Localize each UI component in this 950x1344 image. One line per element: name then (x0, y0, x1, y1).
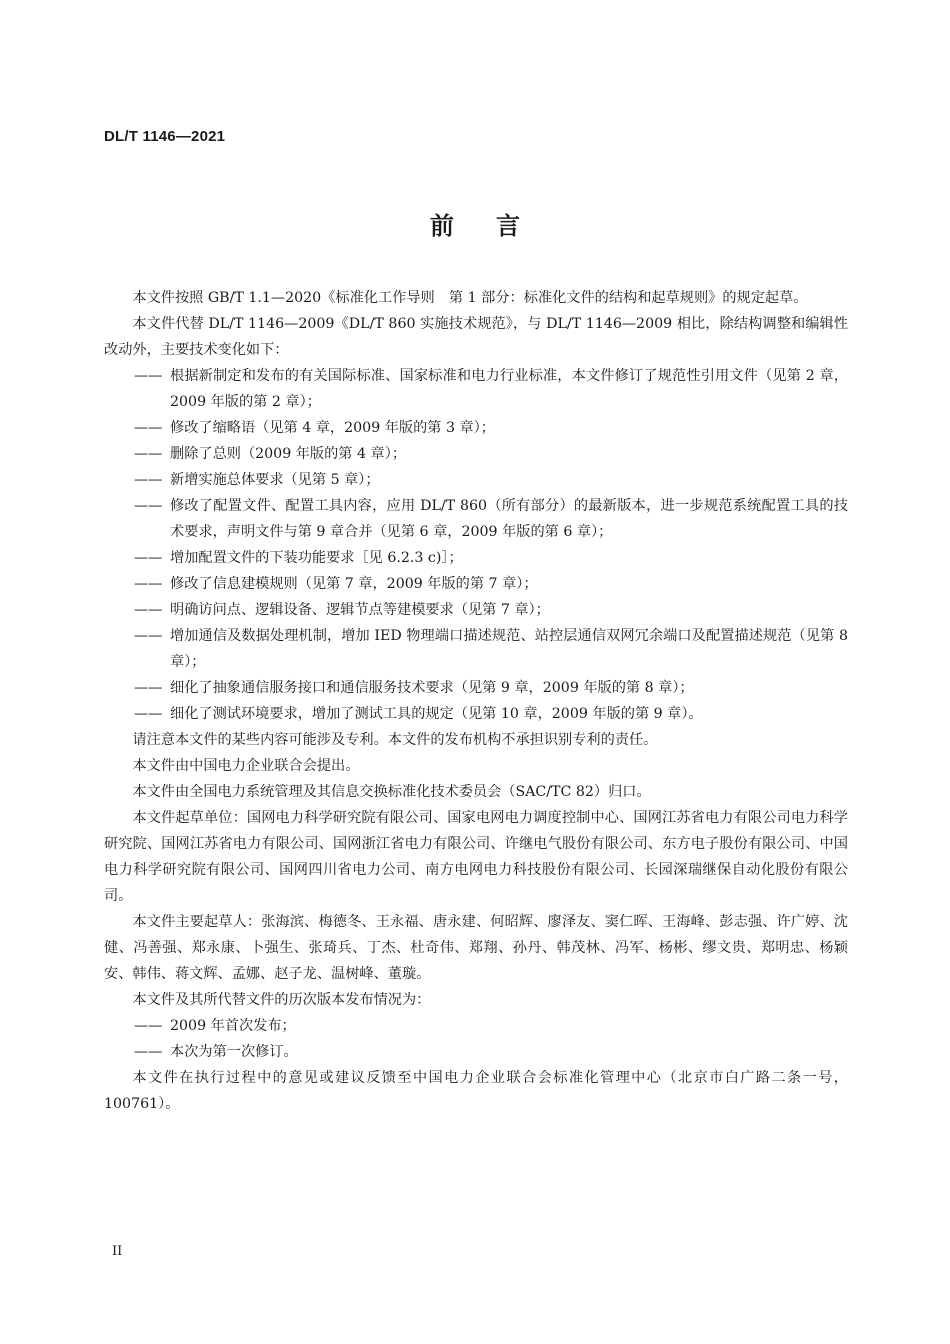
dash-mark: —— (134, 680, 163, 696)
dash-mark: —— (134, 576, 163, 592)
dash-mark: —— (134, 602, 163, 618)
change-item: —— 增加配置文件的下装功能要求［见 6.2.3 c)］； (104, 545, 848, 571)
paragraph-version-history: 本文件及其所代替文件的历次版本发布情况为： (132, 992, 431, 1008)
foreword-body (104, 285, 848, 1117)
paragraph-patent-notice: 请注意本文件的某些内容可能涉及专利。本文件的发布机构不承担识别专利的责任。 (132, 732, 658, 748)
change-item: —— 删除了总则（2009 年版的第 4 章）； (104, 441, 848, 467)
dash-mark: —— (134, 368, 163, 384)
paragraph-drafting-units: 本文件起草单位：国网电力科学研究院有限公司、国家电网电力调度控制中心、国网江苏省电力有限公司电力科学研究院、国网江苏省电力有限公司、国网浙江省电力有限公司、许继电气股份有限公司、东方电子股份有限公司、中国电力科学研究院有限公司、国网四川省电力公司、南方电网电力科技股份有限公司、长园深瑞继保自动化股份有限公司。 (104, 810, 848, 904)
change-item: —— 细化了抽象通信服务接口和通信服务技术要求（见第 9 章，2009 年版的第 8 章）； (104, 675, 848, 701)
dash-mark: —— (134, 498, 163, 514)
dash-mark: —— (134, 420, 163, 436)
dash-mark: —— (134, 628, 163, 644)
change-item: —— 修改了信息建模规则（见第 7 章，2009 年版的第 7 章）； (104, 571, 848, 597)
change-item: —— 细化了测试环境要求，增加了测试工具的规定（见第 10 章，2009 年版的第 9 章）。 (104, 701, 848, 727)
paragraph-technical-committee: 本文件由全国电力系统管理及其信息交换标准化技术委员会（SAC/TC 82）归口。 (132, 784, 651, 800)
dash-mark: —— (134, 472, 163, 488)
history-item: —— 2009 年首次发布； (104, 1013, 848, 1039)
dash-mark: —— (134, 1018, 163, 1034)
change-item: —— 明确访问点、逻辑设备、逻辑节点等建模要求（见第 7 章）； (104, 597, 848, 623)
dash-mark: —— (134, 706, 163, 722)
change-item: —— 修改了缩略语（见第 4 章，2009 年版的第 3 章）； (104, 415, 848, 441)
dash-mark: —— (134, 550, 163, 566)
paragraph-replacement: 本文件代替 DL/T 1146—2009《DL/T 860 实施技术规范》，与 DL/T 1146—2009 相比，除结构调整和编辑性改动外，主要技术变化如下： (104, 316, 848, 358)
document-code: DL/T 1146—2021 (104, 128, 226, 145)
dash-mark: —— (134, 446, 163, 462)
page-title: 前言 (430, 212, 562, 240)
dash-mark: —— (134, 1044, 163, 1060)
change-item: —— 根据新制定和发布的有关国际标准、国家标准和电力行业标准，本文件修订了规范性引用文件（见第 2 章，2009 年版的第 2 章）； (104, 363, 848, 415)
paragraph-proposer: 本文件由中国电力企业联合会提出。 (132, 758, 360, 774)
paragraph-feedback: 本文件在执行过程中的意见或建议反馈至中国电力企业联合会标准化管理中心（北京市白广路二条一号，100761）。 (104, 1070, 848, 1112)
change-item: —— 增加通信及数据处理机制，增加 IED 物理端口描述规范、站控层通信双网冗余端口及配置描述规范（见第 8 章）； (104, 623, 848, 675)
change-item: —— 修改了配置文件、配置工具内容，应用 DL/T 860（所有部分）的最新版本，进一步规范系统配置工具的技术要求，声明文件与第 9 章合并（见第 6 章，2009 年版的第 6 章）； (104, 493, 848, 545)
page-number: II (112, 1244, 123, 1259)
paragraph-drafters: 本文件主要起草人：张海滨、梅德冬、王永福、唐永建、何昭辉、廖泽友、窦仁晖、王海峰、彭志强、许广婷、沈健、冯善强、郑永康、卜强生、张琦兵、丁杰、杜奇伟、郑翔、孙丹、韩茂林、冯军、杨彬、缪文贵、郑明忠、杨颖安、韩伟、蒋文辉、孟娜、赵子龙、温树峰、董璇。 (104, 914, 848, 982)
paragraph-drafting-basis: 本文件按照 GB/T 1.1—2020《标准化工作导则 第 1 部分：标准化文件的结构和起草规则》的规定起草。 (132, 290, 808, 306)
history-item: —— 本次为第一次修订。 (104, 1039, 848, 1065)
change-item: —— 新增实施总体要求（见第 5 章）； (104, 467, 848, 493)
